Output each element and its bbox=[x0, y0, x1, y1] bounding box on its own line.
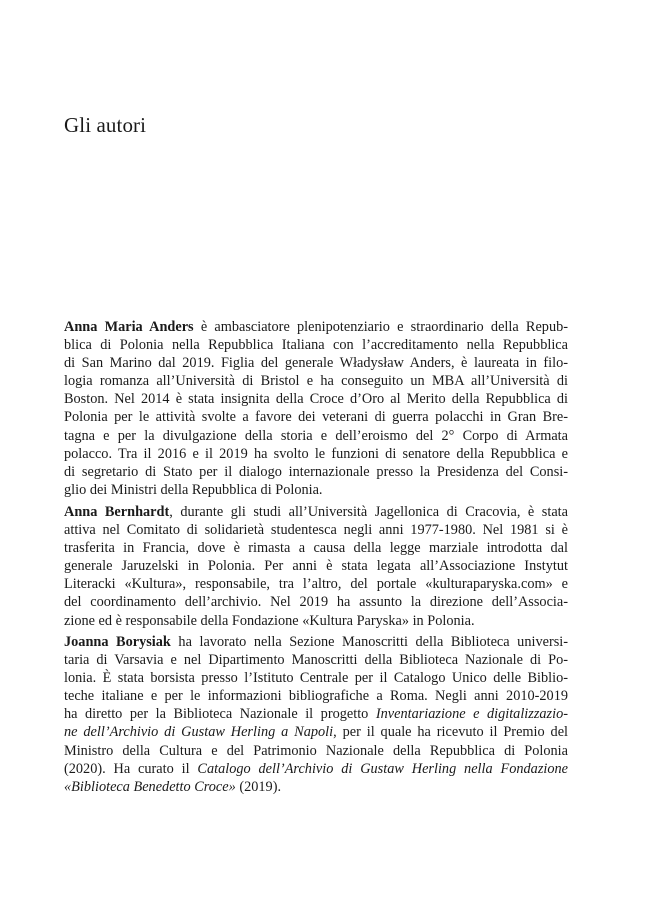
author-name: Anna Bernhardt bbox=[64, 504, 170, 520]
italic-title: «Biblioteca Benedetto Croce» bbox=[64, 778, 236, 795]
bio-text: (2020). Ha curato il bbox=[64, 760, 198, 777]
page-heading: Gli autori bbox=[64, 113, 147, 137]
bio-line bbox=[64, 354, 568, 372]
bio-text: di segretario di Stato per il dialogo internazionale presso la Presidenza del Consi- bbox=[64, 463, 568, 480]
bio-text: attiva nel Comitato di solidarietà studentesca negli anni 1977-1980. Nel 1981 si è bbox=[64, 522, 568, 539]
bio-line bbox=[64, 705, 568, 723]
author-name: Anna Maria Anders bbox=[64, 319, 194, 335]
author-name: Joanna Borysiak bbox=[64, 634, 171, 650]
bio-text: Boston. Nel 2014 è stata insignita della Croce d’Oro al Merito della Repubblica di bbox=[64, 391, 568, 408]
bio-text: taria di Varsavia e nel Dipartimento Manoscritti della Biblioteca Nazionale di Po- bbox=[64, 652, 568, 669]
bio-line bbox=[64, 760, 568, 778]
bio-text: logia romanza all’Università di Bristol e ha conseguito un MBA all’Università di bbox=[64, 373, 568, 390]
italic-title: ne dell’Archivio di Gustaw Herling a Napoli bbox=[64, 724, 334, 741]
bio-text: generale Jaruzelski in Polonia. Per anni è stata legata all’Associazione Instytut bbox=[64, 558, 568, 575]
bio-text: ha lavorato nella Sezione Manoscritti della Biblioteca universi- bbox=[170, 634, 568, 650]
bio-line bbox=[64, 463, 568, 481]
bio-text: blica di Polonia nella Repubblica Italiana con l’accreditamento nella Repubblica bbox=[64, 337, 568, 354]
bio-line bbox=[64, 742, 568, 760]
bio-text: di San Marino dal 2019. Figlia del generale Władysław Anders, è laureata in filo- bbox=[64, 355, 568, 372]
bio-text: trasferita in Francia, dove è rimasta a causa della legge marziale introdotta dal bbox=[64, 540, 568, 557]
bio-text: Polonia per le attività svolte a favore dei veterani di guerra polacchi in Gran Bre- bbox=[64, 409, 568, 426]
bio-line bbox=[64, 427, 568, 445]
bio-line bbox=[64, 336, 568, 354]
italic-title: Catalogo dell’Archivio di Gustaw Herling nella Fondazione bbox=[197, 760, 569, 777]
bio-line bbox=[64, 651, 568, 669]
bio-line bbox=[64, 318, 568, 336]
bio-text: zione ed è responsabile della Fondazione «Kultura Paryska» in Polonia. bbox=[64, 612, 475, 629]
bio-line bbox=[64, 575, 568, 593]
bio-line bbox=[64, 687, 568, 705]
author-bio-borysiak bbox=[64, 633, 568, 796]
bio-line bbox=[64, 481, 568, 499]
author-bio-bernhardt bbox=[64, 503, 568, 630]
bio-text: glio dei Ministri della Repubblica di Polonia. bbox=[64, 481, 323, 498]
bio-line bbox=[64, 778, 568, 796]
bio-line bbox=[64, 408, 568, 426]
bio-text: teche italiane e per le informazioni bibliografiche a Roma. Negli anni 2010-2019 bbox=[64, 688, 568, 705]
bio-text: Ministro della Cultura e del Patrimonio Nazionale della Repubblica di Polonia bbox=[64, 742, 568, 759]
bio-line bbox=[64, 521, 568, 539]
bio-line bbox=[64, 633, 568, 651]
bio-line bbox=[64, 557, 568, 575]
bio-line bbox=[64, 539, 568, 557]
bio-line bbox=[64, 612, 568, 630]
bio-text: lonia. È stata borsista presso l’Istituto Centrale per il Catalogo Unico delle Biblio- bbox=[64, 670, 568, 687]
italic-title: Inventariazione e digitalizzazio- bbox=[375, 706, 568, 723]
bio-text: Literacki «Kultura», responsabile, tra l’altro, del portale «kulturaparyska.com» e bbox=[64, 576, 568, 593]
bio-line bbox=[64, 372, 568, 390]
bio-line bbox=[64, 669, 568, 687]
bio-line bbox=[64, 390, 568, 408]
bio-text: , durante gli studi all’Università Jagellonica di Cracovia, è stata bbox=[169, 504, 568, 520]
bio-text: tagna e per la divulgazione della storia e dell’eroismo del 2° Corpo di Armata bbox=[64, 427, 568, 444]
bio-text: , per il quale ha ricevuto il Premio del bbox=[333, 724, 569, 741]
bio-text: polacco. Tra il 2016 e il 2019 ha svolto le funzioni di senatore della Repubblica e bbox=[64, 445, 568, 462]
bio-text: (2019). bbox=[235, 778, 282, 795]
bio-text: del coordinamento dell’archivio. Nel 2019 ha assunto la direzione dell’Associa- bbox=[64, 594, 568, 611]
bio-line bbox=[64, 445, 568, 463]
bio-line bbox=[64, 503, 568, 521]
bio-text: ha diretto per la Biblioteca Nazionale il progetto bbox=[64, 706, 376, 723]
bio-line bbox=[64, 723, 568, 741]
bio-line bbox=[64, 593, 568, 611]
bio-text: è ambasciatore plenipotenziario e straordinario della Repub- bbox=[193, 319, 568, 335]
author-bio-anders bbox=[64, 318, 568, 499]
